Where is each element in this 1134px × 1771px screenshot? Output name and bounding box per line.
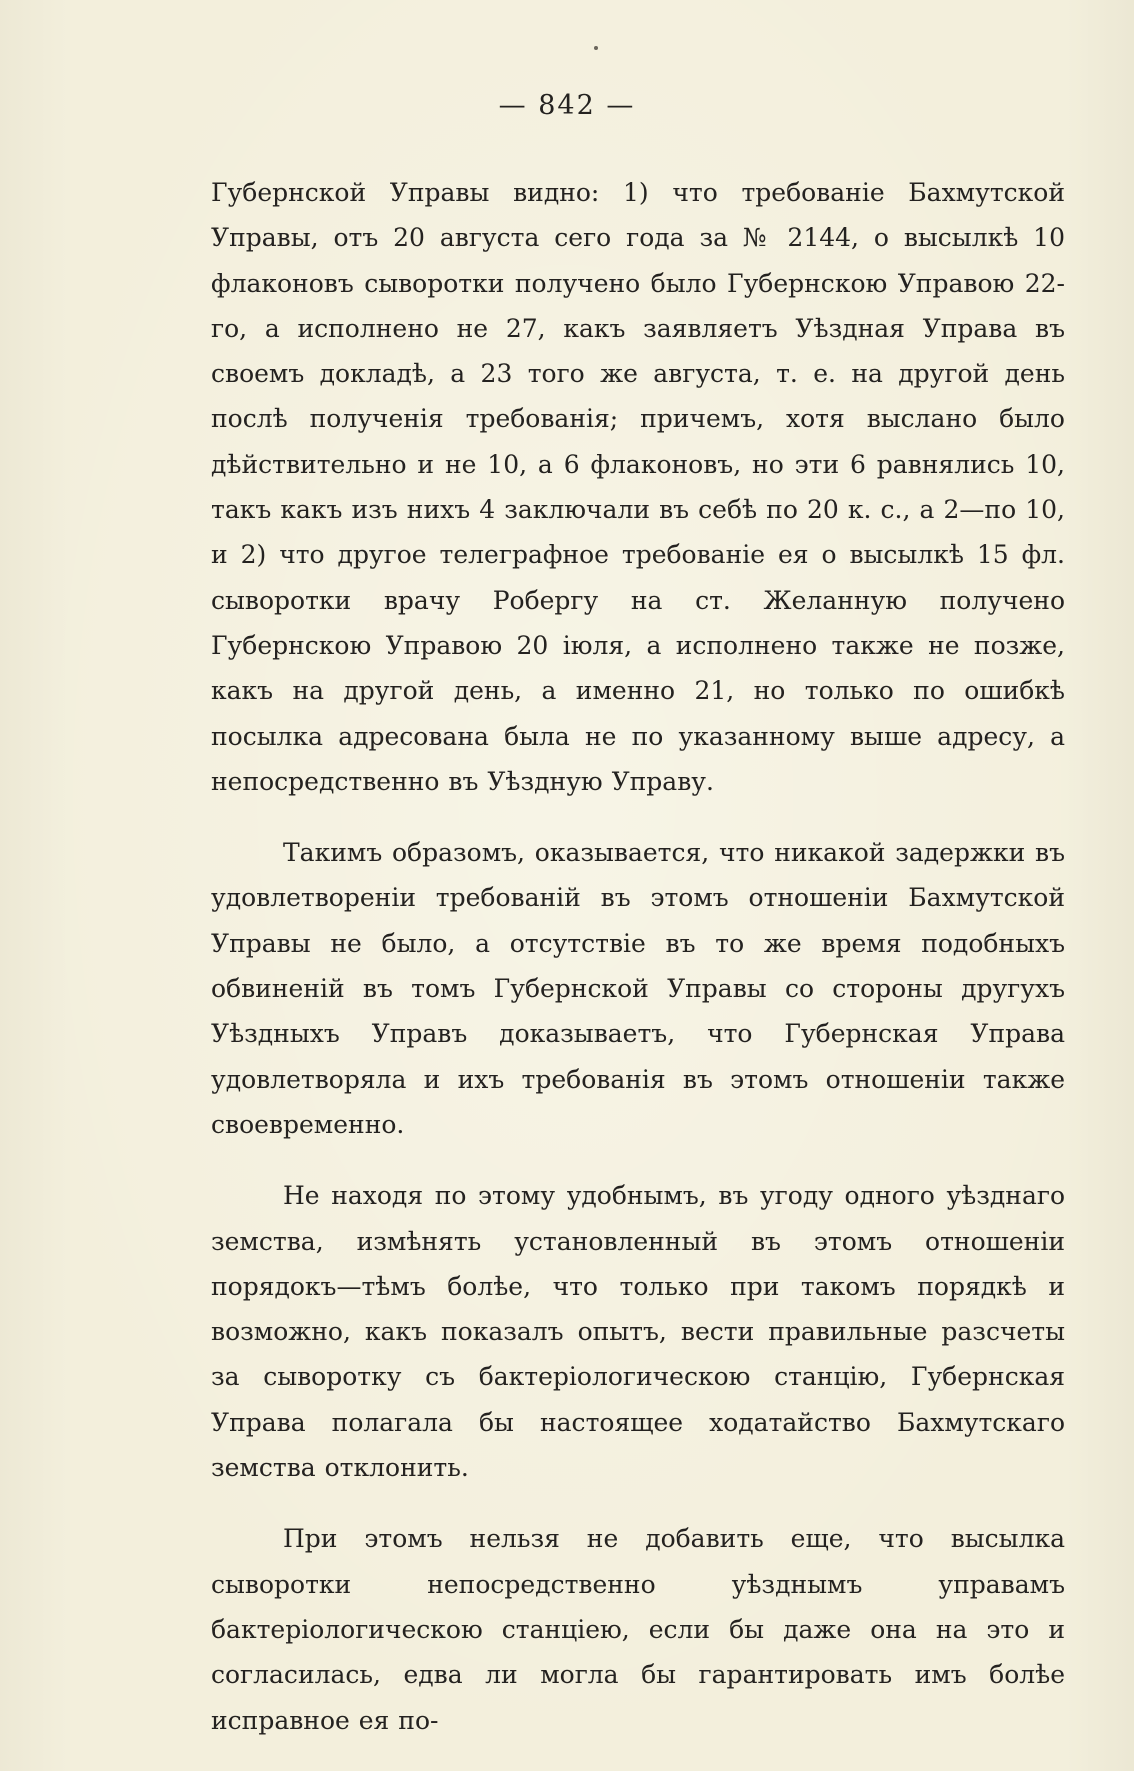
paragraph-2: Такимъ образомъ, оказывается, что никакой задержки въ удовлетвореніи требованій въ этомъ отношеніи Бахмутской Управы не было, а отсутствіе въ то же время подобныхъ обвиненій въ томъ Губернской Управы со стороны другухъ Уѣздныхъ Управъ доказываетъ, что Губернская Управа удовлетворяла и ихъ требованія въ этомъ отношеніи также своевременно.: [211, 838, 1065, 1139]
paragraph-3: Не находя по этому удобнымъ, въ угоду одного уѣзднаго земства, измѣнять установленный въ этомъ отношеніи порядокъ—тѣмъ болѣе, что только при такомъ порядкѣ и возможно, какъ показалъ опытъ, вести правильные разсчеты за сыворотку съ бактеріологическою станцію, Губернская Управа полагала бы настоящее ходатайство Бахмутскаго земства отклонить.: [211, 1181, 1065, 1483]
body-text: [211, 170, 1065, 1769]
paragraph-4: При этомъ нельзя не добавить еще, что высылка сыворотки непосредственно уѣзднымъ управамъ бактеріологическою станціею, если бы даже она на это и согласилась, едва ли могла бы гарантировать имъ болѣе исправное ея по-: [211, 1524, 1065, 1735]
page-number: — 842 —: [498, 90, 636, 121]
ink-speck: [594, 46, 598, 50]
paragraph-1: Губернской Управы видно: 1) что требованіе Бахмутской Управы, отъ 20 августа сего года за № 2144, о высылкѣ 10 флаконовъ сыворотки получено было Губернскою Управою 22-го, а исполнено не 27, какъ заявляетъ Уѣздная Управа въ своемъ докладѣ, а 23 того же августа, т. е. на другой день послѣ полученія требованія; причемъ, хотя выслано было дѣйствительно и не 10, а 6 флаконовъ, но эти 6 равнялись 10, такъ какъ изъ нихъ 4 заключали въ себѣ по 20 к. с., а 2—по 10, и 2) что другое телеграфное требованіе ея о высылкѣ 15 фл. сыворотки врачу Робергу на ст. Желанную получено Губернскою Управою 20 іюля, а исполнено также не позже, какъ на другой день, а именно 21, но только по ошибкѣ посылка адресована была не по указанному выше адресу, а непосредственно въ Уѣздную Управу.: [211, 178, 1065, 796]
